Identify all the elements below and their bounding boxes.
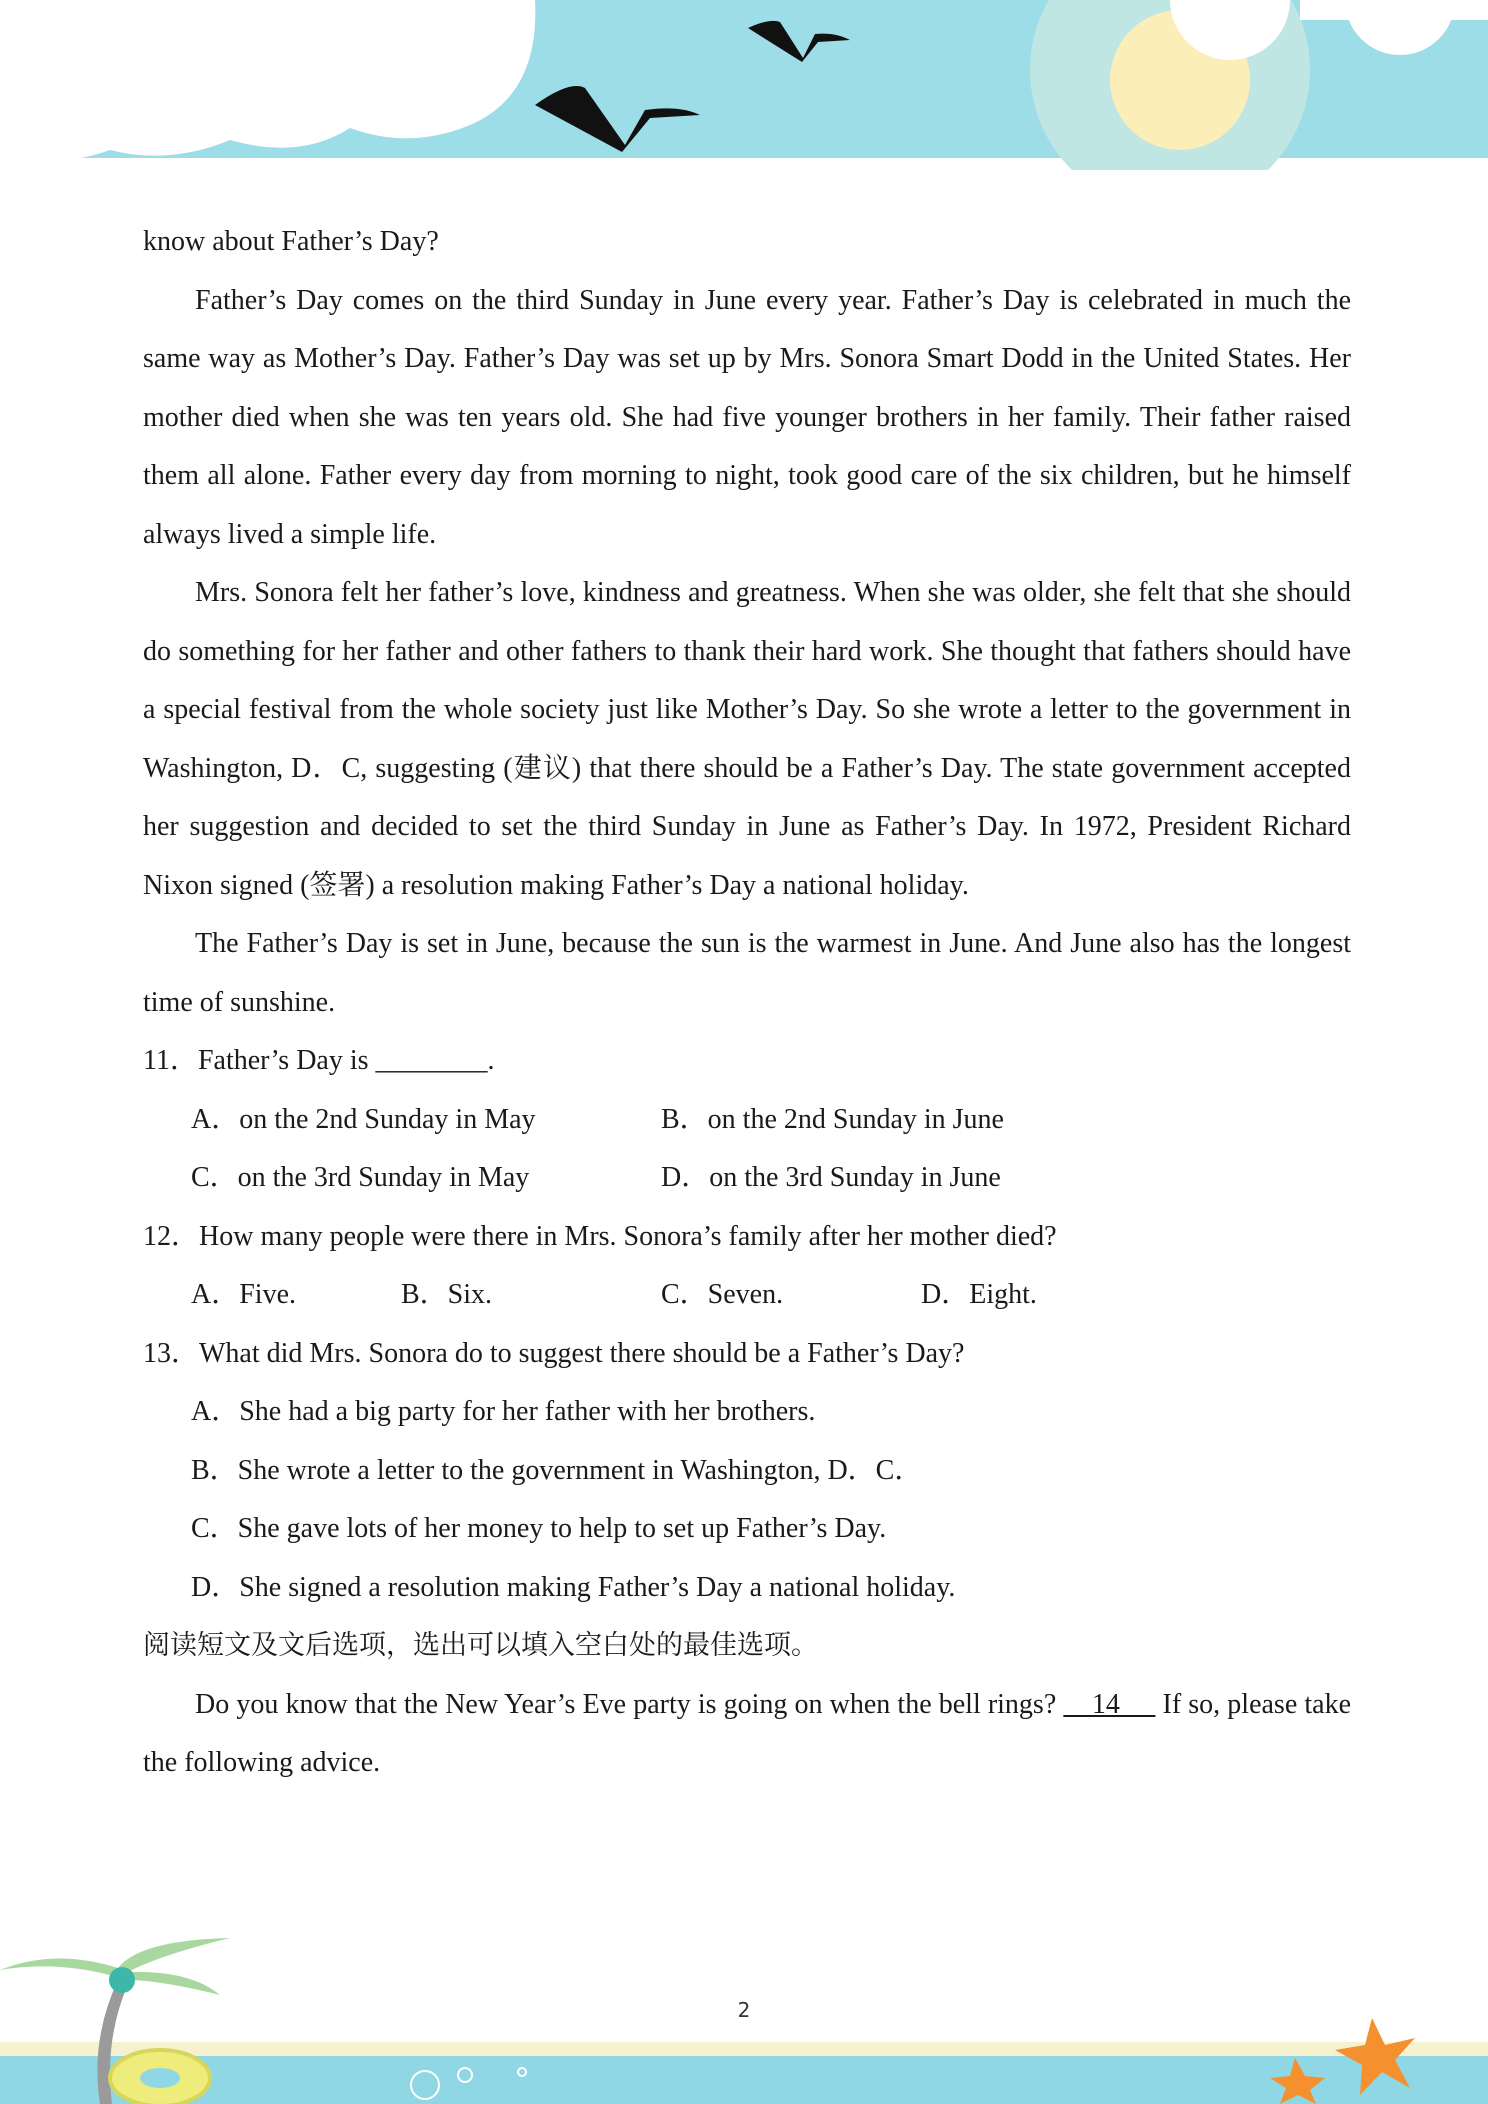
blank-14: 14 <box>1063 1688 1156 1720</box>
passage-paragraph-2: Mrs. Sonora felt her father’s love, kindness and greatness. When she was older, she felt that she should do something for her father and other fathers to thank their hard work. She thought that fathers should have a special festival from the whole society just like Mother’s Day. So she wrote a letter to the government in Washington, D．C, suggesting (建议) that there should be a Father’s Day. The state government accepted her suggestion and decided to set the third Sunday in June as Father’s Day. In 1972, President Richard Nixon signed (签署) a resolution making Father’s Day a national holiday. <box>143 577 1351 901</box>
question-12 <box>143 1208 1351 1325</box>
document-body <box>143 213 1351 1793</box>
option-c: C．Seven. <box>661 1279 784 1310</box>
passage-paragraph-3: The Father’s Day is set in June, because the sun is the warmest in June. And June also has the longest time of sunshine. <box>143 928 1351 1018</box>
passage2-intro <box>143 1676 1351 1793</box>
option-b: B．She wrote a letter to the government in Washington, D．C． <box>191 1454 923 1486</box>
question-stem: 13．What did Mrs. Sonora do to suggest there should be a Father’s Day? <box>143 1337 965 1369</box>
page-number: 2 <box>737 1998 751 2022</box>
option-b: B．Six. <box>401 1279 493 1310</box>
option-row <box>143 1266 1351 1325</box>
question-11 <box>143 1032 1351 1208</box>
passage-continuation: know about Father’s Day? <box>143 226 439 257</box>
option-row <box>143 1091 1351 1150</box>
option-a: A．Five. <box>191 1279 297 1310</box>
sea-strip <box>0 2056 1488 2104</box>
option-a: A．She had a big party for her father with her brothers. <box>191 1396 816 1427</box>
coconut-icon <box>109 1967 135 1993</box>
option-c: C．on the 3rd Sunday in May <box>191 1162 530 1193</box>
option-d: D．She signed a resolution making Father’s Day a national holiday. <box>191 1571 956 1603</box>
option-d: D．on the 3rd Sunday in June <box>661 1162 1001 1193</box>
option-c: C．She gave lots of her money to help to set up Father’s Day. <box>191 1513 887 1544</box>
header-banner <box>0 0 1488 170</box>
question-stem: 12．How many people were there in Mrs. Sonora’s family after her mother died? <box>143 1220 1057 1252</box>
option-d: D．Eight. <box>921 1279 1037 1310</box>
section-instruction: 阅读短文及文后选项，选出可以填入空白处的最佳选项。 <box>143 1630 818 1661</box>
question-13 <box>143 1325 1351 1618</box>
passage-paragraph-1: Father’s Day comes on the third Sunday in June every year. Father’s Day is celebrated in much the same way as Mother’s Day. Father’s Day was set up by Mrs. Sonora Smart Dodd in the United States. Her mother died when she was ten years old. She had five younger brothers in her family. Their father raised them all alone. Father every day from morning to night, took good care of the six children, but he himself always lived a simple life. <box>143 284 1351 550</box>
question-stem: 11．Father’s Day is ________. <box>143 1045 495 1076</box>
passage2-text-before: Do you know that the New Year’s Eve party is going on when the bell rings? <box>195 1688 1064 1720</box>
sand-strip <box>0 2042 1488 2056</box>
option-b: B．on the 2nd Sunday in June <box>661 1103 1004 1135</box>
option-row <box>143 1149 1351 1208</box>
footer-banner <box>0 1900 1488 2104</box>
passage2-text-after: If so, please take the following advice. <box>143 1688 1351 1778</box>
option-a: A．on the 2nd Sunday in May <box>191 1103 536 1135</box>
